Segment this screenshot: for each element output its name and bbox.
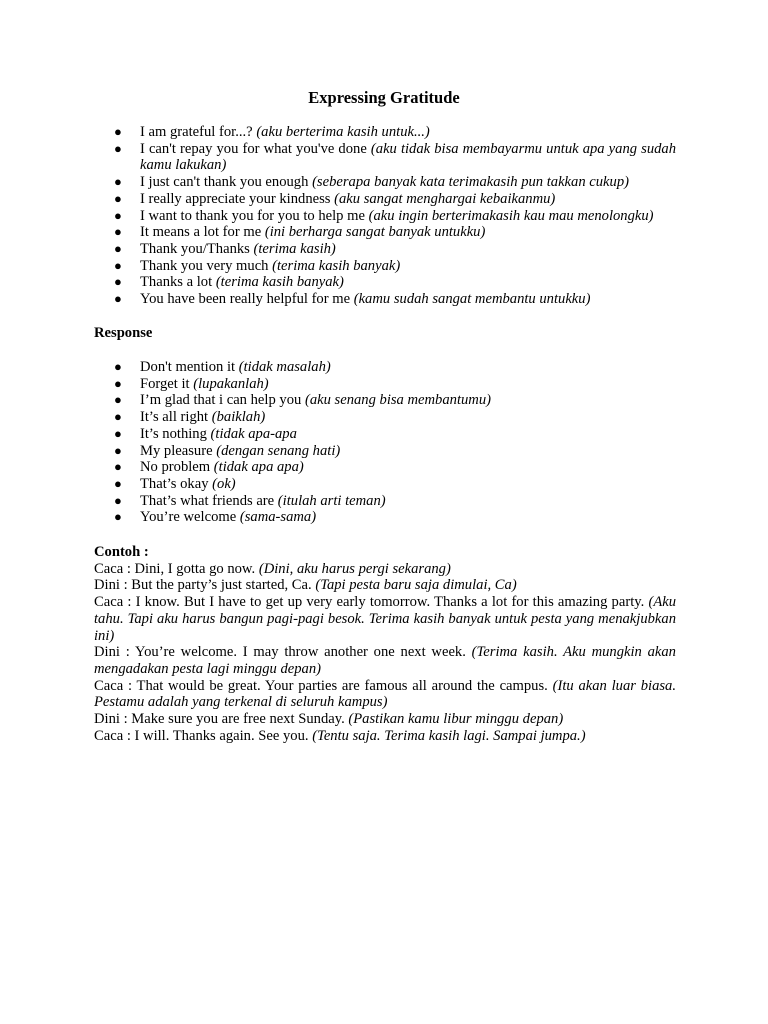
list-item: ● I really appreciate your kindness (aku sangat menghargai kebaikanmu) [114, 190, 556, 207]
dialogue-line: Caca : Dini, I gotta go now. (Dini, aku harus pergi sekarang) [94, 560, 451, 577]
bullet-icon: ● [114, 190, 122, 206]
bullet-icon: ● [114, 291, 122, 307]
list-item: ● That’s what friends are (itulah arti teman) [114, 492, 386, 509]
list-item: ● Thank you/Thanks (terima kasih) [114, 240, 336, 257]
bullet-icon: ● [114, 392, 122, 408]
list-item: ● My pleasure (dengan senang hati) [114, 442, 341, 459]
list-item: ● I can't repay you for what you've done (aku tidak bisa membayarmu untuk apa yang sudah kamu lakukan) [114, 140, 677, 174]
bullet-icon: ● [114, 442, 122, 458]
list-item: ● Don't mention it (tidak masalah) [114, 359, 331, 375]
dialogue-line: Dini : You’re welcome. I may throw another one next week. (Terima kasih. Aku mungkin akan mengadakan pesta lagi minggu depan) [94, 644, 676, 677]
bullet-icon: ● [114, 174, 122, 190]
bullet-icon: ● [114, 257, 122, 273]
list-item: ● It means a lot for me (ini berharga sangat banyak untukku) [114, 224, 486, 241]
bullet-icon: ● [114, 409, 122, 425]
bullet-icon: ● [114, 140, 122, 156]
bullet-icon: ● [114, 359, 122, 374]
list-item: ● I just can't thank you enough (seberapa banyak kata terimakasih pun takkan cukup) [114, 174, 629, 191]
example-heading: Contoh : [94, 544, 149, 560]
list-item: ● It’s all right (baiklah) [114, 409, 266, 426]
list-item: ● Forget it (lupakanlah) [114, 375, 269, 392]
list-item: ● No problem (tidak apa apa) [114, 459, 304, 476]
dialogue-line: Caca : I will. Thanks again. See you. (Tentu saja. Terima kasih lagi. Sampai jumpa.) [94, 727, 586, 744]
bullet-icon: ● [114, 124, 122, 139]
list-item: ● You’re welcome (sama-sama) [114, 509, 317, 526]
bullet-icon: ● [114, 240, 122, 256]
dialogue-line: Caca : That would be great. Your parties are famous all around the campus. (Itu akan luar biasa. Pestamu adalah yang terkenal di seluruh kampus) [94, 677, 676, 711]
list-item: ● That’s okay (ok) [114, 475, 236, 492]
list-item: ● Thank you very much (terima kasih banyak) [114, 257, 401, 274]
list-item: ● It’s nothing (tidak apa-apa [114, 425, 297, 442]
bullet-icon: ● [114, 224, 122, 240]
list-item: ● I want to thank you for you to help me (aku ingin berterimakasih kau mau menolongku) [114, 207, 654, 224]
response-list [94, 359, 676, 526]
gratitude-list [94, 124, 676, 308]
example-dialogue [94, 544, 676, 744]
bullet-icon: ● [114, 274, 122, 290]
bullet-icon: ● [114, 425, 122, 441]
page-title: Expressing Gratitude [308, 88, 460, 107]
response-heading: Response [94, 325, 153, 341]
list-item: ● Thanks a lot (terima kasih banyak) [114, 274, 344, 291]
bullet-icon: ● [114, 509, 122, 525]
dialogue-line: Caca : I know. But I have to get up very early tomorrow. Thanks a lot for this amazing party. (Aku tahu. Tapi aku harus bangun pagi-pagi besok. Terima kasih banyak untuk pesta yang menakjubkan ini) [94, 594, 677, 644]
list-item: ● You have been really helpful for me (kamu sudah sangat membantu untukku) [114, 291, 591, 308]
bullet-icon: ● [114, 459, 122, 475]
dialogue-line: Dini : Make sure you are free next Sunday. (Pastikan kamu libur minggu depan) [94, 711, 564, 728]
list-item: ● I am grateful for...? (aku berterima kasih untuk...) [114, 124, 430, 140]
bullet-icon: ● [114, 207, 122, 223]
list-item: ● I’m glad that i can help you (aku senang bisa membantumu) [114, 392, 491, 409]
dialogue-line: Dini : But the party’s just started, Ca. (Tapi pesta baru saja dimulai, Ca) [94, 577, 517, 594]
bullet-icon: ● [114, 475, 122, 491]
bullet-icon: ● [114, 375, 122, 391]
bullet-icon: ● [114, 492, 122, 508]
